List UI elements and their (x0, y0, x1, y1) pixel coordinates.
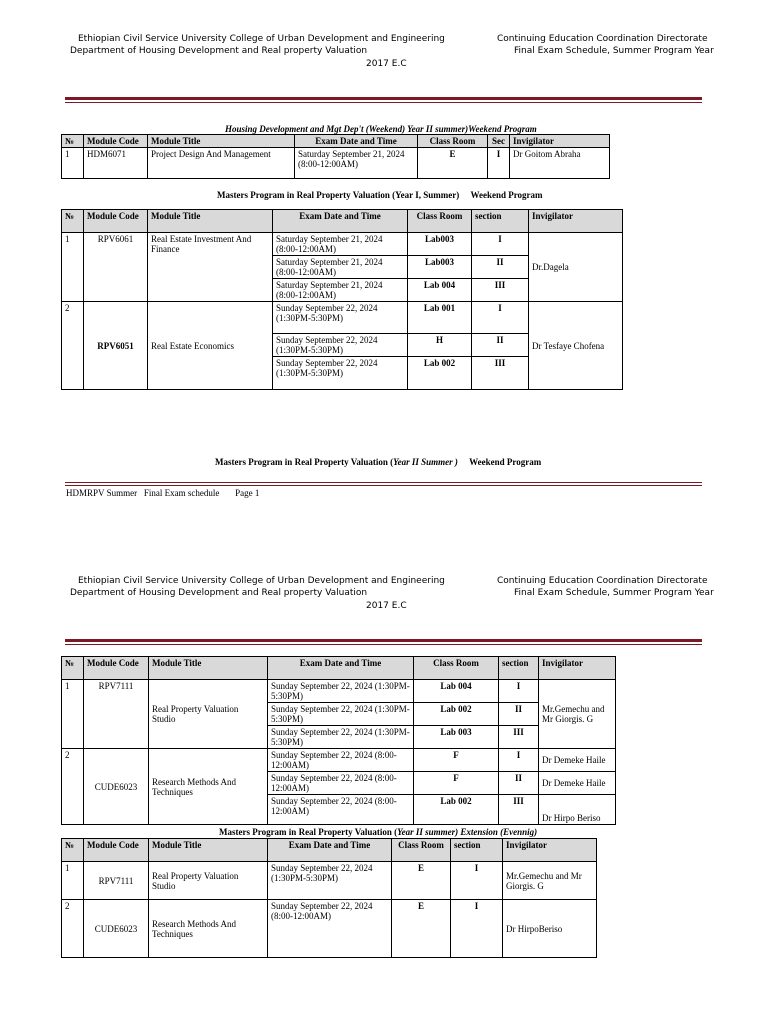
year-label: 2017 E.C (366, 601, 407, 611)
directorate-name: Continuing Education Coordination Directorate (497, 34, 708, 44)
section: I (472, 302, 529, 334)
module-code: RPV7111 (84, 680, 149, 749)
table2 (61, 209, 623, 390)
module-title: Real Estate Investment And Finance (148, 233, 273, 302)
header-rule-thin (65, 644, 702, 645)
class-room: Lab 003 (414, 726, 499, 749)
col-class-room: Class Room (392, 839, 451, 862)
col-invigilator: Invigilator (510, 135, 610, 148)
col-exam-date: Exam Date and Time (273, 210, 408, 233)
department-name: Department of Housing Development and Real property Valuation (70, 588, 368, 598)
col-no: № (62, 657, 84, 680)
exam-date: Sunday September 22, 2024 (1:30PM-5:30PM) (268, 703, 414, 726)
header-rule-thin (65, 102, 702, 103)
section: I (451, 900, 503, 958)
module-code: RPV6051 (84, 302, 148, 390)
table1-caption: Housing Development and Mgt Dep't (Weekend) Year II summer)Weekend Program (225, 124, 537, 134)
class-room: E (392, 862, 451, 900)
class-room: Lab 001 (408, 302, 472, 334)
invigilator: Dr Demeke Haile (539, 749, 616, 772)
table2-header-row (62, 210, 623, 233)
row-no: 2 (62, 900, 84, 958)
col-module-code: Module Code (84, 210, 148, 233)
module-code: CUDE6023 (84, 749, 149, 825)
col-exam-date: Exam Date and Time (268, 839, 392, 862)
section: I (488, 148, 510, 179)
institution-name: Ethiopian Civil Service University College of Urban Development and Engineering (78, 576, 445, 586)
table4 (61, 838, 597, 958)
directorate-name: Continuing Education Coordination Directorate (497, 576, 708, 586)
year2-caption-weekend: Weekend Program (469, 457, 542, 467)
section: III (499, 726, 539, 749)
class-room: Lab003 (408, 233, 472, 256)
table3 (61, 656, 616, 825)
exam-date: Sunday September 22, 2024 (1:30PM-5:30PM) (268, 726, 414, 749)
exam-date: Sunday September 22, 2024 (8:00-12:00AM) (268, 749, 414, 772)
table1 (61, 134, 610, 179)
class-room: Lab 004 (414, 680, 499, 703)
invigilator: Dr.Dagela (529, 233, 623, 302)
invigilator: Dr HirpoBeriso (503, 900, 597, 958)
module-code: RPV6061 (84, 233, 148, 302)
section: I (472, 233, 529, 256)
year2-caption (215, 457, 541, 468)
page-footer (66, 488, 259, 498)
table2-caption-program: Masters Program in Real Property Valuation (Year I, Summer) (217, 190, 460, 200)
table1-header-row (62, 135, 610, 148)
department-name: Department of Housing Development and Real property Valuation (70, 46, 368, 56)
footer-program: HDMRPV Summer (66, 488, 138, 498)
class-room: Lab 002 (414, 795, 499, 825)
col-invigilator: Invigilator (503, 839, 597, 862)
invigilator: Mr.Gemechu and Mr Giorgis. G (503, 862, 597, 900)
col-invigilator: Invigilator (529, 210, 623, 233)
col-module-code: Module Code (84, 839, 149, 862)
footer-rule (65, 482, 702, 483)
module-title: Research Methods And Techniques (149, 900, 268, 958)
section: III (472, 357, 529, 390)
table-row (62, 680, 616, 703)
section: I (499, 749, 539, 772)
class-room: E (392, 900, 451, 958)
module-title: Real Estate Economics (148, 302, 273, 390)
col-class-room: Class Room (414, 657, 499, 680)
year2-caption-program: Masters Program in Real Property Valuation ( (215, 457, 394, 467)
col-module-code: Module Code (84, 135, 148, 148)
section: III (499, 795, 539, 825)
col-no: № (62, 210, 84, 233)
table-row (62, 302, 623, 334)
table3-header-row (62, 657, 616, 680)
module-title: Real Property Valuation Studio (149, 680, 268, 749)
table-row (62, 862, 597, 900)
module-title: Real Property Valuation Studio (149, 862, 268, 900)
row-no: 1 (62, 862, 84, 900)
exam-date: Sunday September 22, 2024 (8:00-12:00AM) (268, 772, 414, 795)
module-title: Project Design And Management (148, 148, 295, 179)
col-section: Sec (488, 135, 510, 148)
exam-date: Saturday September 21, 2024 (8:00-12:00AM) (273, 256, 408, 279)
header-rule (65, 97, 702, 100)
footer-rule-2 (65, 485, 702, 486)
module-title: Research Methods And Techniques (149, 749, 268, 825)
schedule-title: Final Exam Schedule, Summer Program Year (514, 46, 714, 56)
col-module-title: Module Title (148, 210, 273, 233)
section: I (499, 680, 539, 703)
table-row (62, 148, 610, 179)
row-no: 2 (62, 749, 84, 825)
class-room: Lab 002 (408, 357, 472, 390)
table-row (62, 900, 597, 958)
exam-date: Sunday September 22, 2024 (1:30PM-5:30PM) (273, 334, 408, 357)
row-no: 1 (62, 680, 84, 749)
class-room: F (414, 749, 499, 772)
exam-date: Saturday September 21, 2024 (8:00-12:00AM) (295, 148, 418, 179)
exam-date: Sunday September 22, 2024 (8:00-12:00AM) (268, 900, 392, 958)
col-section: section (499, 657, 539, 680)
table4-caption-program: Masters Program in Real Property Valuation ( (219, 827, 398, 837)
section: III (472, 279, 529, 302)
class-room: H (408, 334, 472, 357)
exam-date: Sunday September 22, 2024 (1:30PM-5:30PM) (268, 680, 414, 703)
class-room: Lab 004 (408, 279, 472, 302)
invigilator: Dr Demeke Haile (539, 772, 616, 795)
table4-caption-extension: Year II summer) Extension (Evennig) (397, 827, 538, 837)
invigilator: Dr Hirpo Beriso (539, 795, 616, 825)
exam-date: Saturday September 21, 2024 (8:00-12:00AM) (273, 279, 408, 302)
section: II (472, 256, 529, 279)
section: I (451, 862, 503, 900)
institution-name: Ethiopian Civil Service University College of Urban Development and Engineering (78, 34, 445, 44)
class-room: E (418, 148, 488, 179)
table4-caption (219, 827, 537, 838)
exam-date: Saturday September 21, 2024 (8:00-12:00AM) (273, 233, 408, 256)
exam-date: Sunday September 22, 2024 (8:00-12:00AM) (268, 795, 414, 825)
table2-caption (217, 190, 543, 201)
class-room: F (414, 772, 499, 795)
col-module-title: Module Title (148, 135, 295, 148)
table2-caption-weekend: Weekend Program (470, 190, 543, 200)
invigilator: Mr.Gemechu and Mr Giorgis. G (539, 680, 616, 749)
header-rule (65, 639, 702, 642)
row-no: 1 (62, 148, 84, 179)
col-module-title: Module Title (149, 839, 268, 862)
col-section: section (451, 839, 503, 862)
module-code: CUDE6023 (84, 900, 149, 958)
table-row (62, 749, 616, 772)
col-invigilator: Invigilator (539, 657, 616, 680)
module-code: RPV7111 (84, 862, 149, 900)
col-module-code: Module Code (84, 657, 149, 680)
year-label: 2017 E.C (366, 59, 407, 69)
exam-date: Sunday September 22, 2024 (1:30PM-5:30PM) (273, 302, 408, 334)
section: II (499, 772, 539, 795)
row-no: 1 (62, 233, 84, 302)
footer-title: Final Exam schedule (143, 488, 220, 498)
col-no: № (62, 839, 84, 862)
col-no: № (62, 135, 84, 148)
table4-header-row (62, 839, 597, 862)
col-class-room: Class Room (418, 135, 488, 148)
col-exam-date: Exam Date and Time (295, 135, 418, 148)
col-exam-date: Exam Date and Time (268, 657, 414, 680)
footer-page-number: Page 1 (235, 488, 260, 498)
exam-date: Sunday September 22, 2024 (1:30PM-5:30PM) (273, 357, 408, 390)
year2-caption-year: Year II Summer ) (393, 457, 458, 467)
module-code: HDM6071 (84, 148, 148, 179)
col-section: section (472, 210, 529, 233)
class-room: Lab003 (408, 256, 472, 279)
row-no: 2 (62, 302, 84, 390)
exam-date: Sunday September 22, 2024 (1:30PM-5:30PM) (268, 862, 392, 900)
section: II (499, 703, 539, 726)
schedule-title: Final Exam Schedule, Summer Program Year (514, 588, 714, 598)
class-room: Lab 002 (414, 703, 499, 726)
invigilator: Dr Tesfaye Chofena (529, 302, 623, 390)
col-module-title: Module Title (149, 657, 268, 680)
invigilator: Dr Goitom Abraha (510, 148, 610, 179)
col-class-room: Class Room (408, 210, 472, 233)
table-row (62, 233, 623, 256)
section: II (472, 334, 529, 357)
